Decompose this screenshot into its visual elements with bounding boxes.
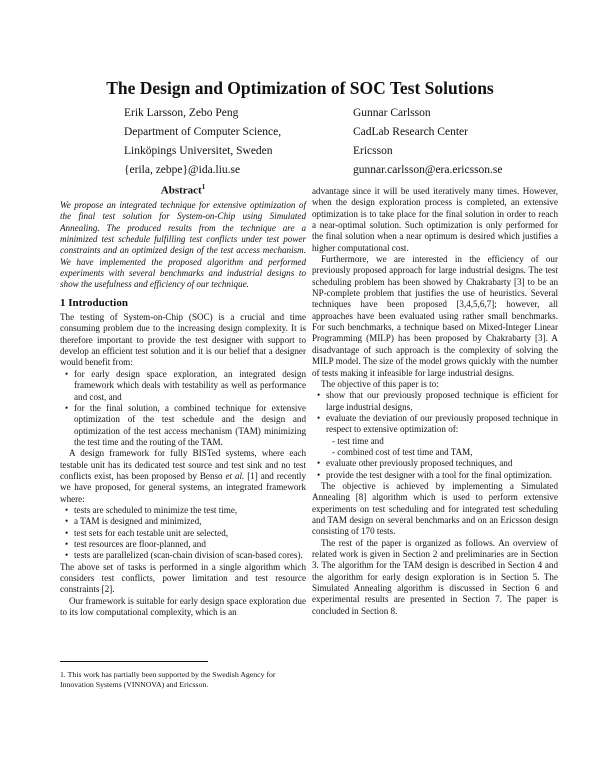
author-affiliation-right bbox=[353, 104, 503, 180]
list-item: • tests are scheduled to minimize the test time, bbox=[74, 505, 306, 516]
paragraph: advantage since it will be used iteratively many times. However, when the design exploration process is completed, an extensive optimization is to take place for the final solution in order to reach a near-optimal solution. Such optimization is only performed for the final solution when a near optimum is desired which justifies a higher computational cost. bbox=[312, 186, 558, 253]
right-column bbox=[312, 186, 558, 617]
author-email: {erila, zebpe}@ida.liu.se bbox=[124, 164, 241, 176]
list-item: • for the final solution, a combined technique for extensive optimization of the test schedule and the design and optimization of the test access mechanism (TAM) minimizing the test time and the routing of the TAM. bbox=[74, 403, 306, 448]
list-item: • provide the test designer with a tool for the final optimization. bbox=[326, 470, 558, 481]
paragraph: Our framework is suitable for early design space exploration due to its low computational complexity, which is an bbox=[60, 595, 306, 618]
author-names: Erik Larsson, Zebo Peng bbox=[124, 107, 239, 119]
author-university: Linköpings Universitet, Sweden bbox=[124, 145, 273, 157]
paragraph: Furthermore, we are interested in the efficiency of our previously proposed approach for large industrial designs. The test scheduling problem has been showed by Chakrabarty [3] to be an NP-complete problem that justifies the use of heuristics. Several techniques have been proposed [3,4,5,6,7]; however, all approaches have been evaluated using rather small benchmarks. For such benchmarks, a technique based on Mixed-Integer Linear Programming (MILP) has been proposed by Chakrabarty [3]. A disadvantage of such approach is the complexity of solving the MILP model. The size of the model grows quickly with the number of tests making it infeasible for large industrial designs. bbox=[312, 254, 558, 378]
paragraph: The above set of tasks is performed in a single algorithm which considers test conflicts, power limitation and test resource constraints [2]. bbox=[60, 561, 306, 595]
paragraph: The objective of this paper is to: bbox=[321, 378, 439, 389]
bullet-list bbox=[60, 369, 306, 448]
bullet-list bbox=[312, 390, 558, 435]
list-item: • a TAM is designed and minimized, bbox=[74, 516, 306, 527]
paragraph: A design framework for fully BISTed systems, where each testable unit has its dedicated test source and test sink and no test conflicts exist, has been proposed by Benso et al. [1] and recently we have proposed, for general systems, an integrated framework where: bbox=[60, 448, 306, 504]
author-names: Gunnar Carlsson bbox=[353, 107, 431, 119]
list-item: • evaluate the deviation of our previously proposed technique in respect to extensive optimization of: bbox=[326, 413, 558, 436]
footnote: 1. This work has partially been supported by the Swedish Agency for Innovation Systems (VINNOVA) and Ericsson. bbox=[60, 670, 276, 689]
et-al: et al. bbox=[225, 470, 245, 481]
paragraph: The testing of System-on-Chip (SOC) is a crucial and time consuming problem due to the increasing design complexity. It is therefore important to provide the test designer with support to develop an efficient test solution and it is our belief that a designer would benefit from: bbox=[60, 312, 306, 368]
list-item: • evaluate other previously proposed techniques, and bbox=[326, 458, 558, 469]
section-heading-introduction: 1 Introduction bbox=[60, 296, 128, 309]
footnote-mark: 1 bbox=[201, 183, 206, 191]
list-item: • test sets for each testable unit are selected, bbox=[74, 528, 306, 539]
author-company: Ericsson bbox=[353, 145, 393, 157]
bullet-list bbox=[312, 458, 558, 481]
left-column bbox=[60, 182, 306, 618]
list-item: • test resources are floor-planned, and bbox=[74, 539, 306, 550]
paragraph: The objective is achieved by implementing a Simulated Annealing [8] algorithm which is used to perform extensive experiments on test scheduling and for integrated test scheduling and TAM design on several benchmarks and on an Ericsson design consisting of 170 tests. bbox=[312, 480, 558, 537]
abstract-text: We propose an integrated technique for extensive optimization of the final test solution for System-on-Chip using Simulated Annealing. The produced results from the technique are a minimized test schedule fulfilling test conflicts under test power constraints and an optimized design of the test access mechanism. We have implemented the proposed algorithm and performed experiments with several benchmarks and industrial designs to show the usefulness and efficiency of our technique. bbox=[60, 200, 306, 290]
author-lab: CadLab Research Center bbox=[353, 126, 468, 138]
author-email: gunnar.carlsson@era.ericsson.se bbox=[353, 164, 503, 176]
author-department: Department of Computer Science, bbox=[124, 126, 282, 138]
author-affiliation-left bbox=[124, 104, 281, 180]
list-item: • show that our previously proposed technique is efficient for large industrial designs, bbox=[326, 390, 558, 413]
abstract-heading: Abstract$^1$ bbox=[160, 183, 206, 197]
paper-title: The Design and Optimization of SOC Test Solutions bbox=[106, 78, 494, 98]
list-item: • for early design space exploration, an integrated design framework which deals with testability as well as performance and cost, and bbox=[74, 369, 306, 403]
paragraph: The rest of the paper is organized as follows. An overview of related work is given in Section 2 and preliminaries are in Section 3. The algorithm for the TAM design is described in Section 4 and the algorithm for early design exploration is in Section 5. The Simulated Annealing algorithm is discussed in Section 6 and experimental results are presented in Section 7. The paper is concluded in Section 8. bbox=[312, 537, 558, 616]
sub-item: - combined cost of test time and TAM, bbox=[332, 446, 473, 457]
sub-item: - test time and bbox=[332, 435, 384, 446]
footnote-divider bbox=[60, 661, 208, 662]
list-item: • tests are parallelized (scan-chain division of scan-based cores). bbox=[74, 550, 306, 561]
bullet-list bbox=[60, 505, 306, 562]
